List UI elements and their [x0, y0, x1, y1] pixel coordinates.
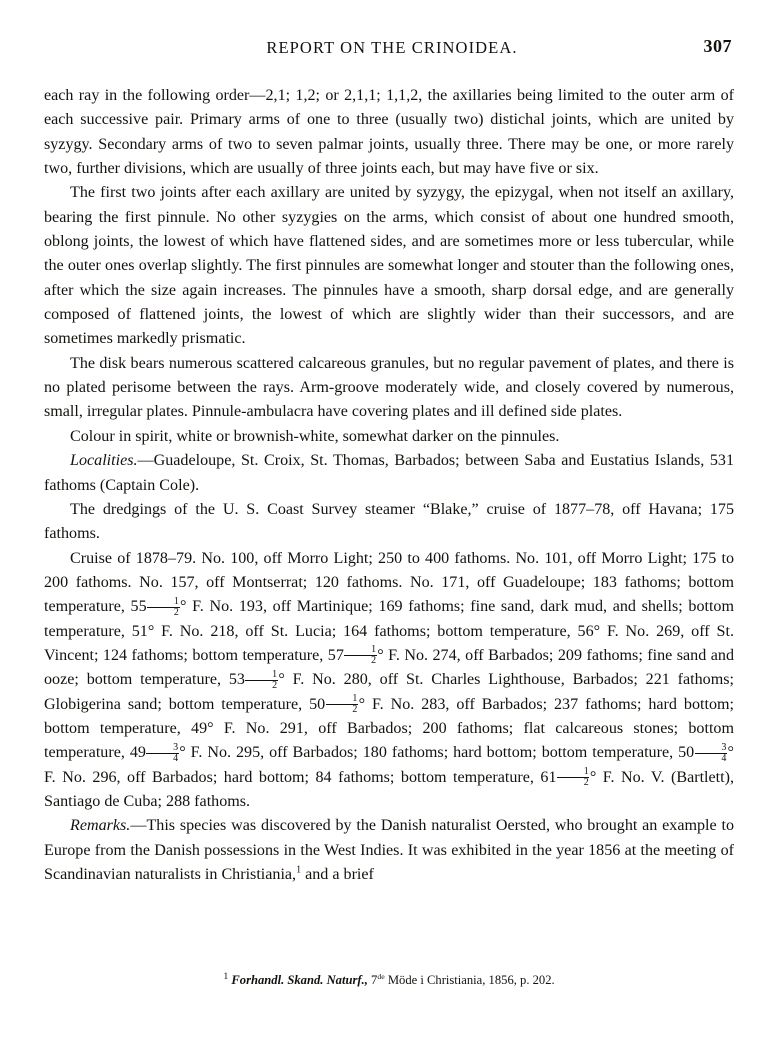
fraction: $\frac{1}{2}$ — [245, 670, 278, 691]
footnote — [44, 972, 734, 988]
footnote-rest-after: Möde i Christiania, 1856, p. 202. — [384, 973, 555, 987]
footnote-marker: 1 — [223, 970, 229, 982]
paragraph: The first two joints after each axillary are united by syzygy, the epizygal, when not itself an axillary, bearing the first pinnule. No other syzygies on the arms, which consist of about one hundred smooth, oblong joints, the lowest of which have flattened sides, and are sometimes more or less tubercular, while the outer ones overlap slightly. The first pinnules are somewhat longer and stouter than the following ones, after which the size again increases. The pinnules have a smooth, sharp dorsal edge, and are generally composed of flattened joints, the lowest of which are slightly wider than their successors, and are sometimes markedly prismatic. — [44, 184, 734, 348]
paragraph: each ray in the following order—2,1; 1,2; or 2,1,1; 1,1,2, the axillaries being limited to the outer arm of each successive pair. Primary arms of one to three (usually two) distichal joints, which are united by syzygy. Secondary arms of two to seven palmar joints, usually three. There may be one, or more rarely two, further divisions, which are usually of three joints each, but may have five or six. — [44, 87, 734, 178]
emphasis-text: Localities. — [70, 452, 138, 470]
footnote-rest-before: 7 — [367, 973, 378, 987]
paragraph: Cruise of 1878–79. No. 100, off Morro Light; 250 to 400 fathoms. No. 101, off Morro Light; 175 to 200 fathoms. No. 157, off Montserrat; 120 fathoms. No. 171, off Guadeloupe; 183 fathoms; bottom temperature, 55 $\frac{1}{2}$ ° F. No. 193, off Martinique; 169 fathoms; fine sand, dark mud, and shells; bottom temperature, 51° F. No. 218, off St. Lucia; 164 fathoms; bottom temperature, 56° F. No. 269, off St. Vincent; 124 fathoms; bottom temperature, 57 $\frac{1}{2}$ ° F. No. 274, off Barbados; 209 fathoms; fine sand and ooze; bottom temperature, 53 $\frac{1}{2}$ ° F. No. 280, off St. Charles Lighthouse, Barbados; 221 fathoms; Globigerina sand; bottom temperature, 50 $\frac{1}{2}$ ° F. No. 283, off Barbados; 237 fathoms; hard bottom; bottom temperature, 49° F. No. 291, off Barbados; 200 fathoms; flat calcareous stones; bottom temperature, 49 $\frac{3}{4}$ ° F. No. 295, off Barbados; 180 fathoms; hard bottom; bottom temperature, 50 $\frac{3}{4}$ ° F. No. 296, off Barbados; hard bottom; 84 fathoms; bottom temperature, 61 $\frac{1}{2}$ ° F. No. V. (Bartlett), Santiago de Cuba; 288 fathoms. — [44, 549, 734, 810]
fraction: $\frac{1}{2}$ — [326, 694, 359, 715]
footnote-superscript: de — [377, 971, 385, 981]
fraction: $\frac{1}{2}$ — [147, 597, 180, 618]
fraction: $\frac{1}{2}$ — [344, 645, 377, 666]
page-header — [44, 38, 732, 64]
emphasis-text: Remarks. — [70, 817, 131, 835]
running-title: REPORT ON THE CRINOIDEA. — [266, 38, 518, 57]
footnote-reference: 1 — [296, 864, 302, 876]
page-number: 307 — [703, 36, 732, 56]
fraction: $\frac{3}{4}$ — [695, 743, 728, 764]
paragraph: Localities.—Guadeloupe, St. Croix, St. Thomas, Barbados; between Saba and Eustatius Islands, 531 fathoms (Captain Cole). — [44, 452, 734, 494]
fraction: $\frac{1}{2}$ — [557, 767, 590, 788]
paragraph: Colour in spirit, white or brownish-white, somewhat darker on the pinnules. — [70, 427, 560, 445]
paragraph: The disk bears numerous scattered calcareous granules, but no regular pavement of plates, and there is no plated perisome between the rays. Arm-groove moderately wide, and closely covered by numerous, small, irregular plates. Pinnule-ambulacra have covering plates and ill defined side plates. — [44, 354, 734, 421]
paragraph: The dredgings of the U. S. Coast Survey steamer “Blake,” cruise of 1877–78, off Havana; 175 fathoms. — [44, 500, 734, 543]
footnote-title: Forhandl. Skand. Naturf., — [231, 973, 368, 987]
fraction: $\frac{3}{4}$ — [146, 743, 179, 764]
paragraph: Remarks.—This species was discovered by the Danish naturalist Oersted, who brought an example to Europe from the Danish possessions in the West Indies. It was exhibited in the year 1856 at the meeting of Scandinavian naturalists in Christiania,$^1$ and a brief — [44, 817, 734, 883]
body-text — [44, 84, 734, 887]
